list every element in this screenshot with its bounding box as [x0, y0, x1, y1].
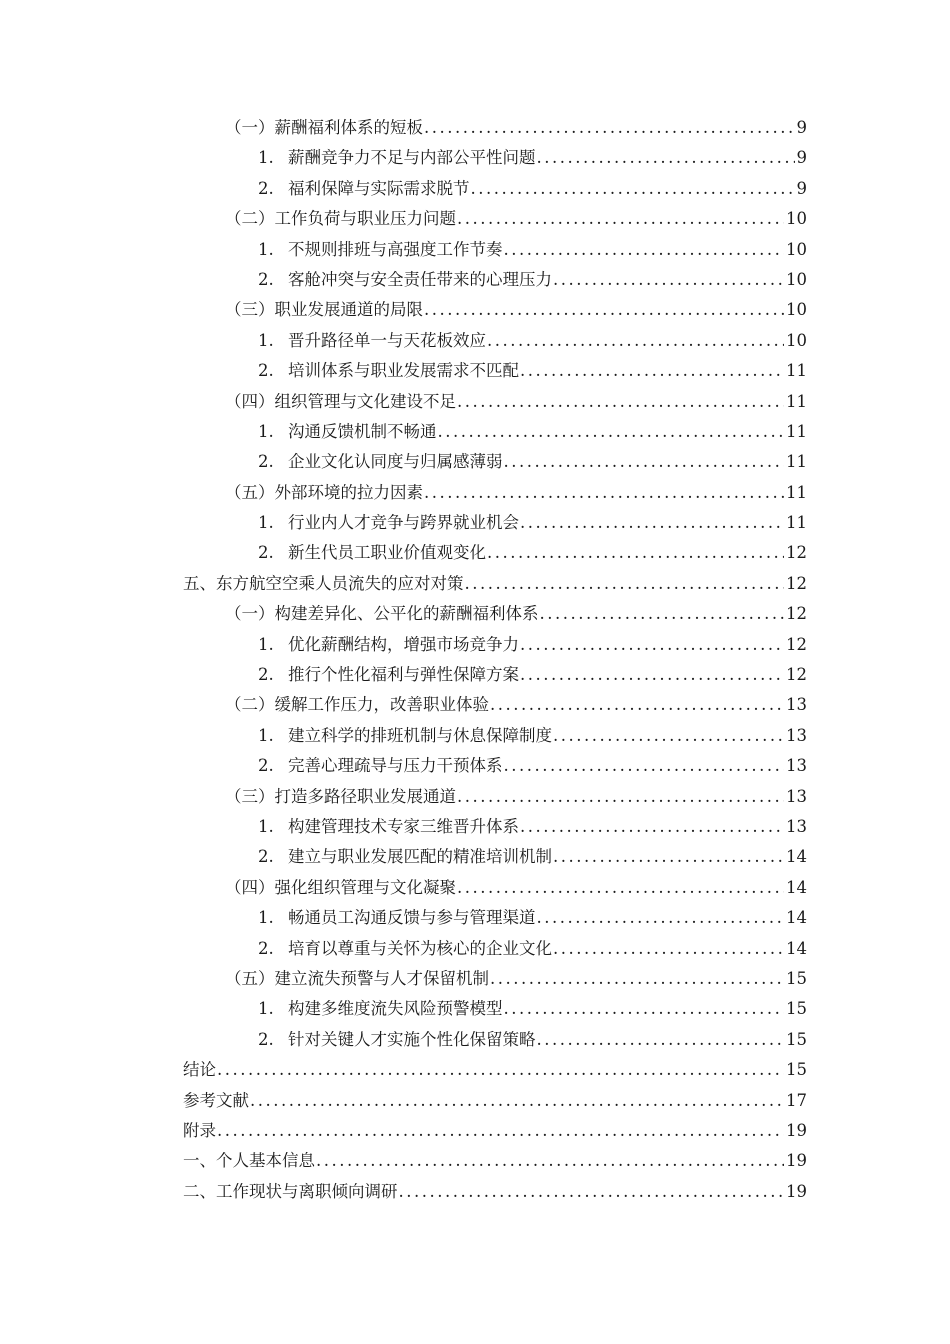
toc-entry-number: 2. — [258, 756, 274, 776]
toc-entry-number: 1. — [258, 908, 274, 928]
toc-entry[interactable] — [0, 630, 950, 660]
toc-entry[interactable] — [0, 478, 950, 508]
toc-entry-title: （四）强化组织管理与文化凝聚 — [225, 877, 456, 897]
toc-leader-dots — [520, 630, 784, 660]
toc-entry-number: 1. — [258, 330, 274, 350]
toc-entry-title: 二、工作现状与离职倾向调研 — [183, 1181, 398, 1201]
toc-leader-dots — [250, 1086, 784, 1116]
toc-entry-title: 培训体系与职业发展需求不匹配 — [288, 361, 519, 381]
toc-entry[interactable] — [0, 812, 950, 842]
toc-entry-number: 2. — [258, 847, 274, 867]
toc-page-number: 15 — [786, 1029, 807, 1049]
toc-leader-dots — [399, 1177, 785, 1207]
toc-entry-number: 2. — [258, 543, 274, 563]
toc-page-number: 14 — [786, 847, 807, 867]
toc-entry-title: 构建管理技术专家三维晋升体系 — [288, 816, 519, 836]
toc-leader-dots — [424, 478, 784, 508]
toc-leader-dots — [457, 204, 784, 234]
toc-entry-title: 晋升路径单一与天花板效应 — [288, 330, 486, 350]
toc-entry[interactable] — [0, 326, 950, 356]
toc-entry[interactable] — [0, 295, 950, 325]
toc-leader-dots — [438, 417, 785, 447]
toc-entry[interactable] — [0, 873, 950, 903]
toc-leader-dots — [553, 842, 784, 872]
toc-entry[interactable] — [0, 1177, 950, 1207]
toc-entry-title: 企业文化认同度与归属感薄弱 — [288, 452, 503, 472]
toc-page-number: 11 — [786, 421, 807, 441]
toc-entry-title: 构建多维度流失风险预警模型 — [288, 999, 503, 1019]
toc-page-number: 12 — [786, 543, 807, 563]
toc-page-number: 11 — [786, 361, 807, 381]
table-of-contents — [0, 113, 950, 1207]
toc-entry-number: 1. — [258, 634, 274, 654]
toc-page-number: 13 — [786, 786, 807, 806]
toc-entry-title: 福利保障与实际需求脱节 — [288, 178, 470, 198]
toc-entry-number: 2. — [258, 269, 274, 289]
toc-entry-title: 客舱冲突与安全责任带来的心理压力 — [288, 269, 552, 289]
toc-entry[interactable] — [0, 356, 950, 386]
toc-page-number: 11 — [786, 513, 807, 533]
toc-leader-dots — [487, 326, 784, 356]
toc-leader-dots — [537, 143, 795, 173]
toc-entry-title: （一）构建差异化、公平化的薪酬福利体系 — [225, 604, 539, 624]
toc-entry-title: （一）薪酬福利体系的短板 — [225, 118, 423, 137]
toc-page-number: 10 — [786, 209, 807, 229]
toc-entry-title: （三）打造多路径职业发展通道 — [225, 786, 456, 806]
toc-entry-number: 1. — [258, 148, 274, 168]
toc-leader-dots — [553, 265, 784, 295]
toc-entry-title: 结论 — [183, 1060, 216, 1080]
toc-entry[interactable] — [0, 1116, 950, 1146]
toc-leader-dots — [457, 873, 784, 903]
toc-leader-dots — [465, 569, 785, 599]
toc-entry-title: 针对关键人才实施个性化保留策略 — [288, 1029, 536, 1049]
toc-page-number: 10 — [786, 269, 807, 289]
toc-entry-title: 一、个人基本信息 — [183, 1151, 315, 1171]
toc-entry[interactable] — [0, 934, 950, 964]
toc-entry-number: 2. — [258, 665, 274, 685]
toc-entry-number: 1. — [258, 999, 274, 1019]
toc-entry-title: 建立与职业发展匹配的精准培训机制 — [288, 847, 552, 867]
toc-entry[interactable] — [0, 994, 950, 1024]
toc-entry[interactable] — [0, 538, 950, 568]
toc-entry-number: 1. — [258, 239, 274, 259]
toc-entry-title: 五、东方航空空乘人员流失的应对对策 — [183, 573, 464, 593]
toc-entry-number: 2. — [258, 938, 274, 958]
toc-entry-title: 附录 — [183, 1120, 216, 1140]
toc-entry[interactable] — [0, 508, 950, 538]
toc-leader-dots — [457, 387, 784, 417]
toc-entry-title: 培育以尊重与关怀为核心的企业文化 — [288, 938, 552, 958]
toc-entry-title: 完善心理疏导与压力干预体系 — [288, 756, 503, 776]
toc-page-number: 13 — [786, 816, 807, 836]
toc-leader-dots — [487, 538, 784, 568]
toc-page-number: 11 — [786, 482, 807, 502]
toc-leader-dots — [553, 721, 784, 751]
toc-page-number: 14 — [786, 877, 807, 897]
toc-page-number: 13 — [786, 725, 807, 745]
toc-entry-number: 2. — [258, 1029, 274, 1049]
toc-leader-dots — [490, 690, 784, 720]
toc-entry[interactable] — [0, 1146, 950, 1176]
toc-entry-title: （五）外部环境的拉力因素 — [225, 482, 423, 502]
toc-entry-title: 畅通员工沟通反馈与参与管理渠道 — [288, 908, 536, 928]
toc-page-number: 9 — [796, 118, 807, 137]
toc-entry[interactable] — [0, 782, 950, 812]
toc-entry[interactable] — [0, 204, 950, 234]
toc-entry[interactable] — [0, 387, 950, 417]
toc-leader-dots — [504, 751, 785, 781]
toc-page-number: 9 — [796, 148, 807, 168]
toc-entry-title: 不规则排班与高强度工作节奏 — [288, 239, 503, 259]
toc-entry[interactable] — [0, 113, 950, 143]
toc-entry-title: （二）工作负荷与职业压力问题 — [225, 209, 456, 229]
toc-entry[interactable] — [0, 599, 950, 629]
toc-entry[interactable] — [0, 660, 950, 690]
toc-entry[interactable] — [0, 447, 950, 477]
toc-entry-title: 薪酬竞争力不足与内部公平性问题 — [288, 148, 536, 168]
toc-leader-dots — [424, 113, 795, 143]
toc-entry[interactable] — [0, 569, 950, 599]
toc-entry[interactable] — [0, 903, 950, 933]
toc-page-number: 12 — [786, 604, 807, 624]
toc-leader-dots — [490, 964, 784, 994]
toc-entry[interactable] — [0, 235, 950, 265]
toc-leader-dots — [520, 660, 784, 690]
toc-page-number: 12 — [786, 634, 807, 654]
toc-page-number: 15 — [786, 1060, 807, 1080]
toc-entry-title: 沟通反馈机制不畅通 — [288, 421, 437, 441]
toc-leader-dots — [520, 356, 784, 386]
toc-entry-number: 1. — [258, 421, 274, 441]
toc-entry[interactable] — [0, 1086, 950, 1116]
toc-page-number: 17 — [786, 1090, 807, 1110]
toc-leader-dots — [520, 812, 784, 842]
toc-entry[interactable] — [0, 690, 950, 720]
toc-entry-number: 1. — [258, 816, 274, 836]
toc-entry-title: 参考文献 — [183, 1090, 249, 1110]
toc-page-number: 19 — [786, 1120, 807, 1140]
toc-leader-dots — [457, 782, 784, 812]
toc-entry[interactable] — [0, 1055, 950, 1085]
toc-entry-title: 优化薪酬结构，增强市场竞争力 — [288, 634, 519, 654]
toc-entry[interactable] — [0, 1025, 950, 1055]
toc-page-number: 15 — [786, 999, 807, 1019]
toc-leader-dots — [540, 599, 785, 629]
toc-leader-dots — [504, 994, 785, 1024]
toc-entry-number: 2. — [258, 178, 274, 198]
toc-entry[interactable] — [0, 174, 950, 204]
toc-entry[interactable] — [0, 721, 950, 751]
toc-leader-dots — [504, 447, 785, 477]
toc-leader-dots — [553, 934, 784, 964]
toc-leader-dots — [537, 903, 785, 933]
toc-entry[interactable] — [0, 751, 950, 781]
toc-entry[interactable] — [0, 417, 950, 447]
toc-entry[interactable] — [0, 964, 950, 994]
toc-entry-title: （五）建立流失预警与人才保留机制 — [225, 968, 489, 988]
toc-page-number: 13 — [786, 756, 807, 776]
toc-leader-dots — [504, 235, 785, 265]
toc-leader-dots — [471, 174, 795, 204]
toc-page-number: 15 — [786, 968, 807, 988]
toc-page-number: 10 — [786, 239, 807, 259]
toc-entry[interactable] — [0, 143, 950, 173]
toc-entry-title: 推行个性化福利与弹性保障方案 — [288, 665, 519, 685]
toc-page-number: 13 — [786, 695, 807, 715]
toc-page-number: 11 — [786, 391, 807, 411]
toc-leader-dots — [217, 1055, 784, 1085]
toc-entry-number: 2. — [258, 361, 274, 381]
toc-leader-dots — [537, 1025, 785, 1055]
toc-page-number: 14 — [786, 908, 807, 928]
toc-page-number: 10 — [786, 330, 807, 350]
toc-page-number: 19 — [786, 1151, 807, 1171]
toc-page-number: 12 — [786, 665, 807, 685]
toc-leader-dots — [520, 508, 784, 538]
toc-entry[interactable] — [0, 265, 950, 295]
toc-leader-dots — [316, 1146, 784, 1176]
toc-leader-dots — [424, 295, 784, 325]
toc-entry-title: （二）缓解工作压力，改善职业体验 — [225, 695, 489, 715]
toc-page-number: 11 — [786, 452, 807, 472]
toc-leader-dots — [217, 1116, 784, 1146]
toc-page-number: 14 — [786, 938, 807, 958]
toc-entry-number: 1. — [258, 725, 274, 745]
toc-entry-number: 1. — [258, 513, 274, 533]
toc-page-number: 19 — [786, 1181, 807, 1201]
toc-entry[interactable] — [0, 842, 950, 872]
toc-entry-title: （三）职业发展通道的局限 — [225, 300, 423, 320]
toc-entry-title: （四）组织管理与文化建设不足 — [225, 391, 456, 411]
toc-entry-number: 2. — [258, 452, 274, 472]
toc-page-number: 9 — [796, 178, 807, 198]
toc-entry-title: 建立科学的排班机制与休息保障制度 — [288, 725, 552, 745]
toc-entry-title: 新生代员工职业价值观变化 — [288, 543, 486, 563]
toc-page-number: 10 — [786, 300, 807, 320]
toc-page-number: 12 — [786, 573, 807, 593]
toc-entry-title: 行业内人才竞争与跨界就业机会 — [288, 513, 519, 533]
